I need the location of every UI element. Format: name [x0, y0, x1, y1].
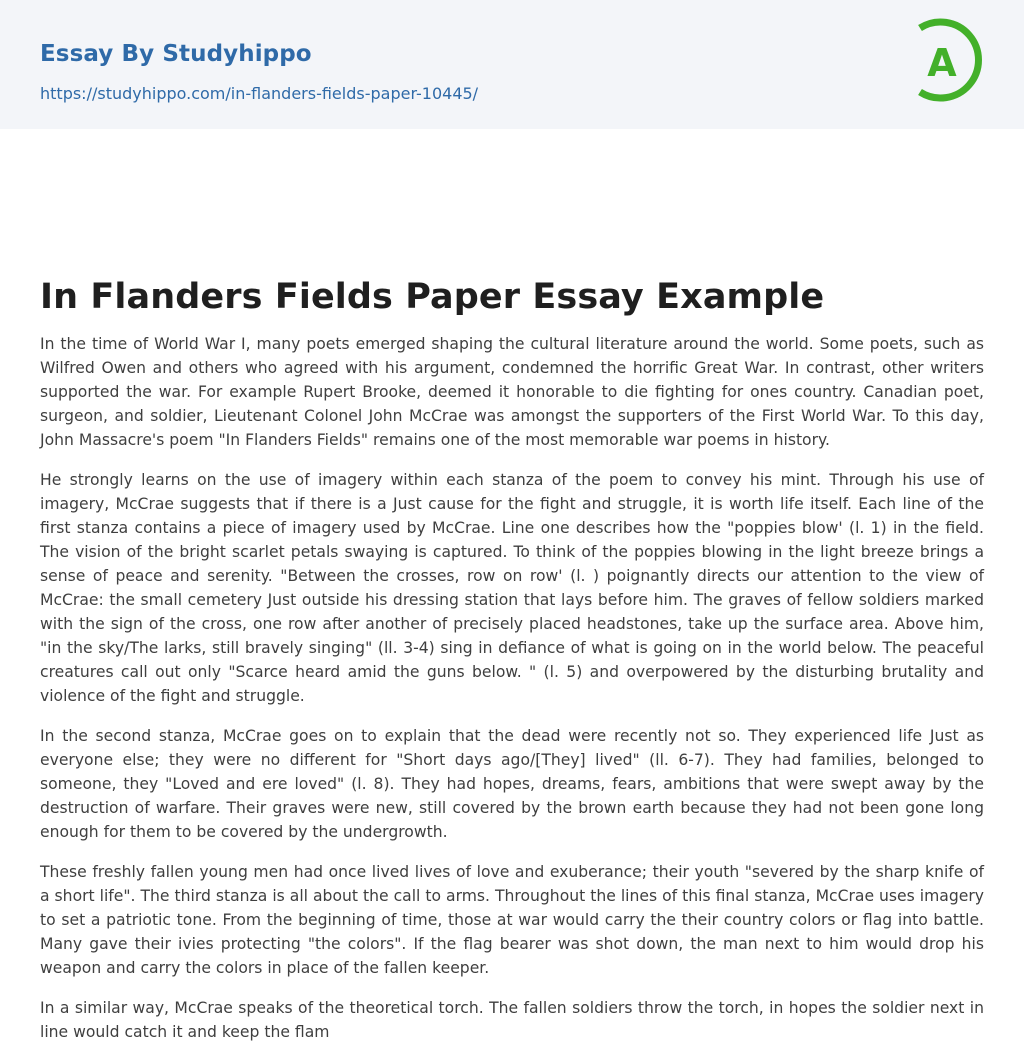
- paragraph-5: In a similar way, McCrae speaks of the theoretical torch. The fallen soldiers throw the torch, in hopes the soldier next in line would catch it and keep the flam: [40, 999, 984, 1041]
- paragraph-3: In the second stanza, McCrae goes on to explain that the dead were recently not so. They experienced life Just as everyone else; they were no different for "Short days ago/[They] lived" (ll. 6-7). They had families, belonged to someone, they "Loved and ere loved" (l. 8). They had hopes, dreams, fears, ambitions that were swept away by the destruction of warfare. Their graves were new, still covered by the brown earth because they had not been gone long enough for them to be covered by the undergrowth.: [40, 727, 984, 841]
- site-header: [0, 0, 1024, 129]
- source-url-link[interactable]: https://studyhippo.com/in-flanders-fields-paper-10445/: [40, 84, 479, 103]
- page-title: In Flanders Fields Paper Essay Example: [40, 277, 825, 317]
- article-body: [40, 332, 984, 1044]
- logo-letter: A: [927, 41, 957, 85]
- article: [0, 129, 1024, 1044]
- paragraph-2: He strongly learns on the use of imagery within each stanza of the poem to convey his mint. Through his use of imagery, McCrae suggests that if there is a Just cause for the fight and struggle, it is worth life itself. Each line of the first stanza contains a piece of imagery used by McCrae. Line one describes how the "poppies blow' (l. 1) in the field. The vision of the bright scarlet petals swaying is captured. To think of the poppies blowing in the light breeze brings a sense of peace and serenity. "Between the crosses, row on row' (l. ) poignantly directs our attention to the view of McCrae: the small cemetery Just outside his dressing station that lays before him. The graves of fellow soldiers marked with the sign of the cross, one row after another of precisely placed headstones, take up the surface area. Above him, "in the sky/The larks, still bravely singing" (ll. 3-4) sing in defiance of what is going on in the world below. The peaceful creatures call out only "Scarce heard amid the guns below. " (l. 5) and overpowered by the disturbing brutality and violence of the fight and struggle.: [40, 471, 984, 705]
- site-brand[interactable]: Essay By Studyhippo: [40, 41, 312, 67]
- paragraph-1: In the time of World War I, many poets emerged shaping the cultural literature around the world. Some poets, such as Wilfred Owen and others who agreed with his argument, condemned the horrific Great War. In contrast, other writers supported the war. For example Rupert Brooke, deemed it honorable to die fighting for ones country. Canadian poet, surgeon, and soldier, Lieutenant Colonel John McCrae was amongst the supporters of the First World War. To this day, John Massacre's poem "In Flanders Fields" remains one of the most memorable war poems in history.: [40, 335, 984, 449]
- studyhippo-logo-icon[interactable]: [914, 18, 986, 106]
- paragraph-4: These freshly fallen young men had once lived lives of love and exuberance; their youth "severed by the sharp knife of a short life". The third stanza is all about the call to arms. Throughout the lines of this final stanza, McCrae uses imagery to set a patriotic tone. From the beginning of time, those at war would carry the their country colors or flag into battle. Many gave their ivies protecting "the colors". If the flag bearer was shot down, the man next to him would drop his weapon and carry the colors in place of the fallen keeper.: [40, 863, 984, 977]
